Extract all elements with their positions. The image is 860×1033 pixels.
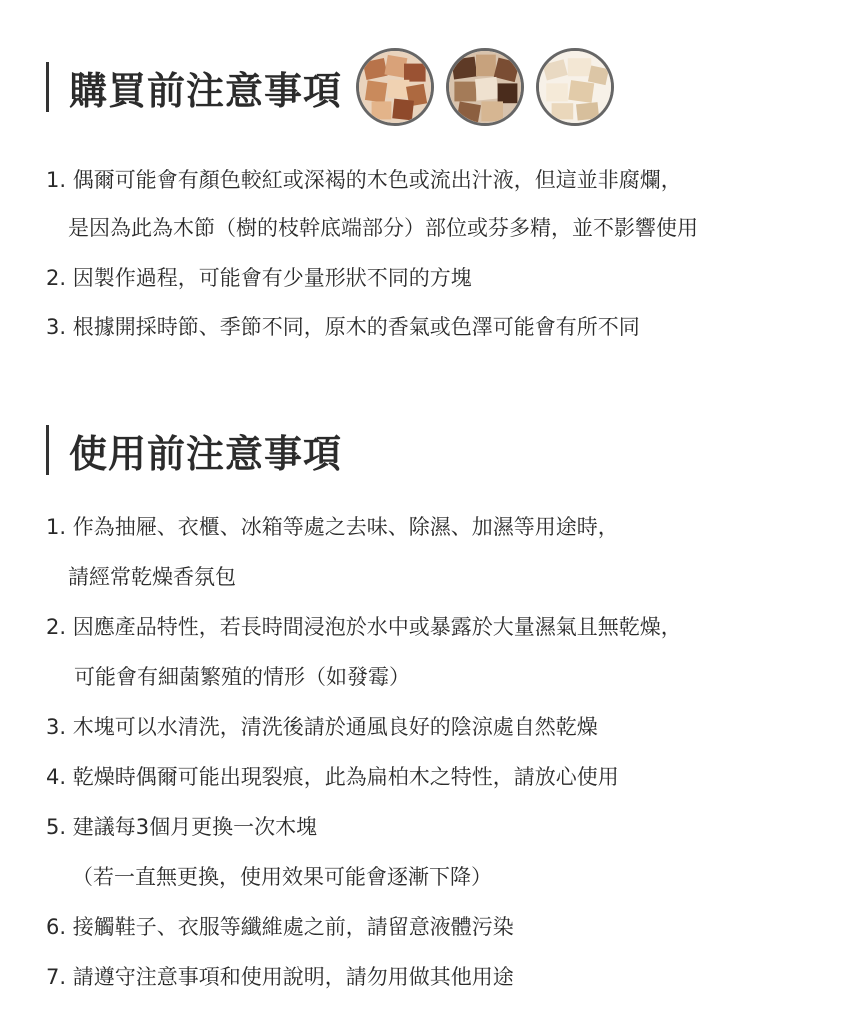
usage-note-1-cont: 請經常乾燥香氛包: [68, 565, 236, 589]
product-thumbnails: [356, 48, 626, 126]
usage-note-7: 7. 請遵守注意事項和使用說明，請勿用做其他用途: [46, 965, 514, 989]
purchase-notes-header: [46, 62, 626, 112]
title-accent-bar: [46, 425, 49, 475]
purchase-note-3: 3. 根據開採時節、季節不同，原木的香氣或色澤可能會有所不同: [46, 315, 640, 339]
title-accent-bar: [46, 62, 49, 112]
wood-chunks-warm-icon: [356, 48, 434, 126]
purchase-notes-title: 購買前注意事項: [69, 68, 343, 113]
usage-note-1: 1. 作為抽屜、衣櫃、冰箱等處之去味、除濕、加濕等用途時，: [46, 515, 619, 539]
purchase-note-2: 2. 因製作過程，可能會有少量形狀不同的方塊: [46, 266, 472, 290]
usage-note-4: 4. 乾燥時偶爾可能出現裂痕，此為扁柏木之特性，請放心使用: [46, 765, 619, 789]
usage-note-6: 6. 接觸鞋子、衣服等纖維處之前，請留意液體污染: [46, 915, 514, 939]
purchase-note-1-cont: 是因為此為木節（樹的枝幹底端部分）部位或芬多精，並不影響使用: [68, 216, 698, 240]
purchase-note-1: 1. 偶爾可能會有顏色較紅或深褐的木色或流出汁液，但這並非腐爛，: [46, 168, 682, 192]
usage-notes-title: 使用前注意事項: [69, 431, 343, 476]
usage-note-2-cont: 可能會有細菌繁殖的情形（如發霉）: [74, 665, 410, 689]
wood-chunks-dark-icon: [446, 48, 524, 126]
usage-note-5: 5. 建議每3個月更換一次木塊: [46, 815, 318, 839]
usage-notes-header: [46, 425, 342, 475]
usage-note-5-cont: （若一直無更換，使用效果可能會逐漸下降）: [72, 865, 492, 889]
wood-chunks-light-icon: [536, 48, 614, 126]
usage-note-3: 3. 木塊可以水清洗，清洗後請於通風良好的陰涼處自然乾燥: [46, 715, 598, 739]
usage-note-2: 2. 因應產品特性，若長時間浸泡於水中或暴露於大量濕氣且無乾燥，: [46, 615, 682, 639]
